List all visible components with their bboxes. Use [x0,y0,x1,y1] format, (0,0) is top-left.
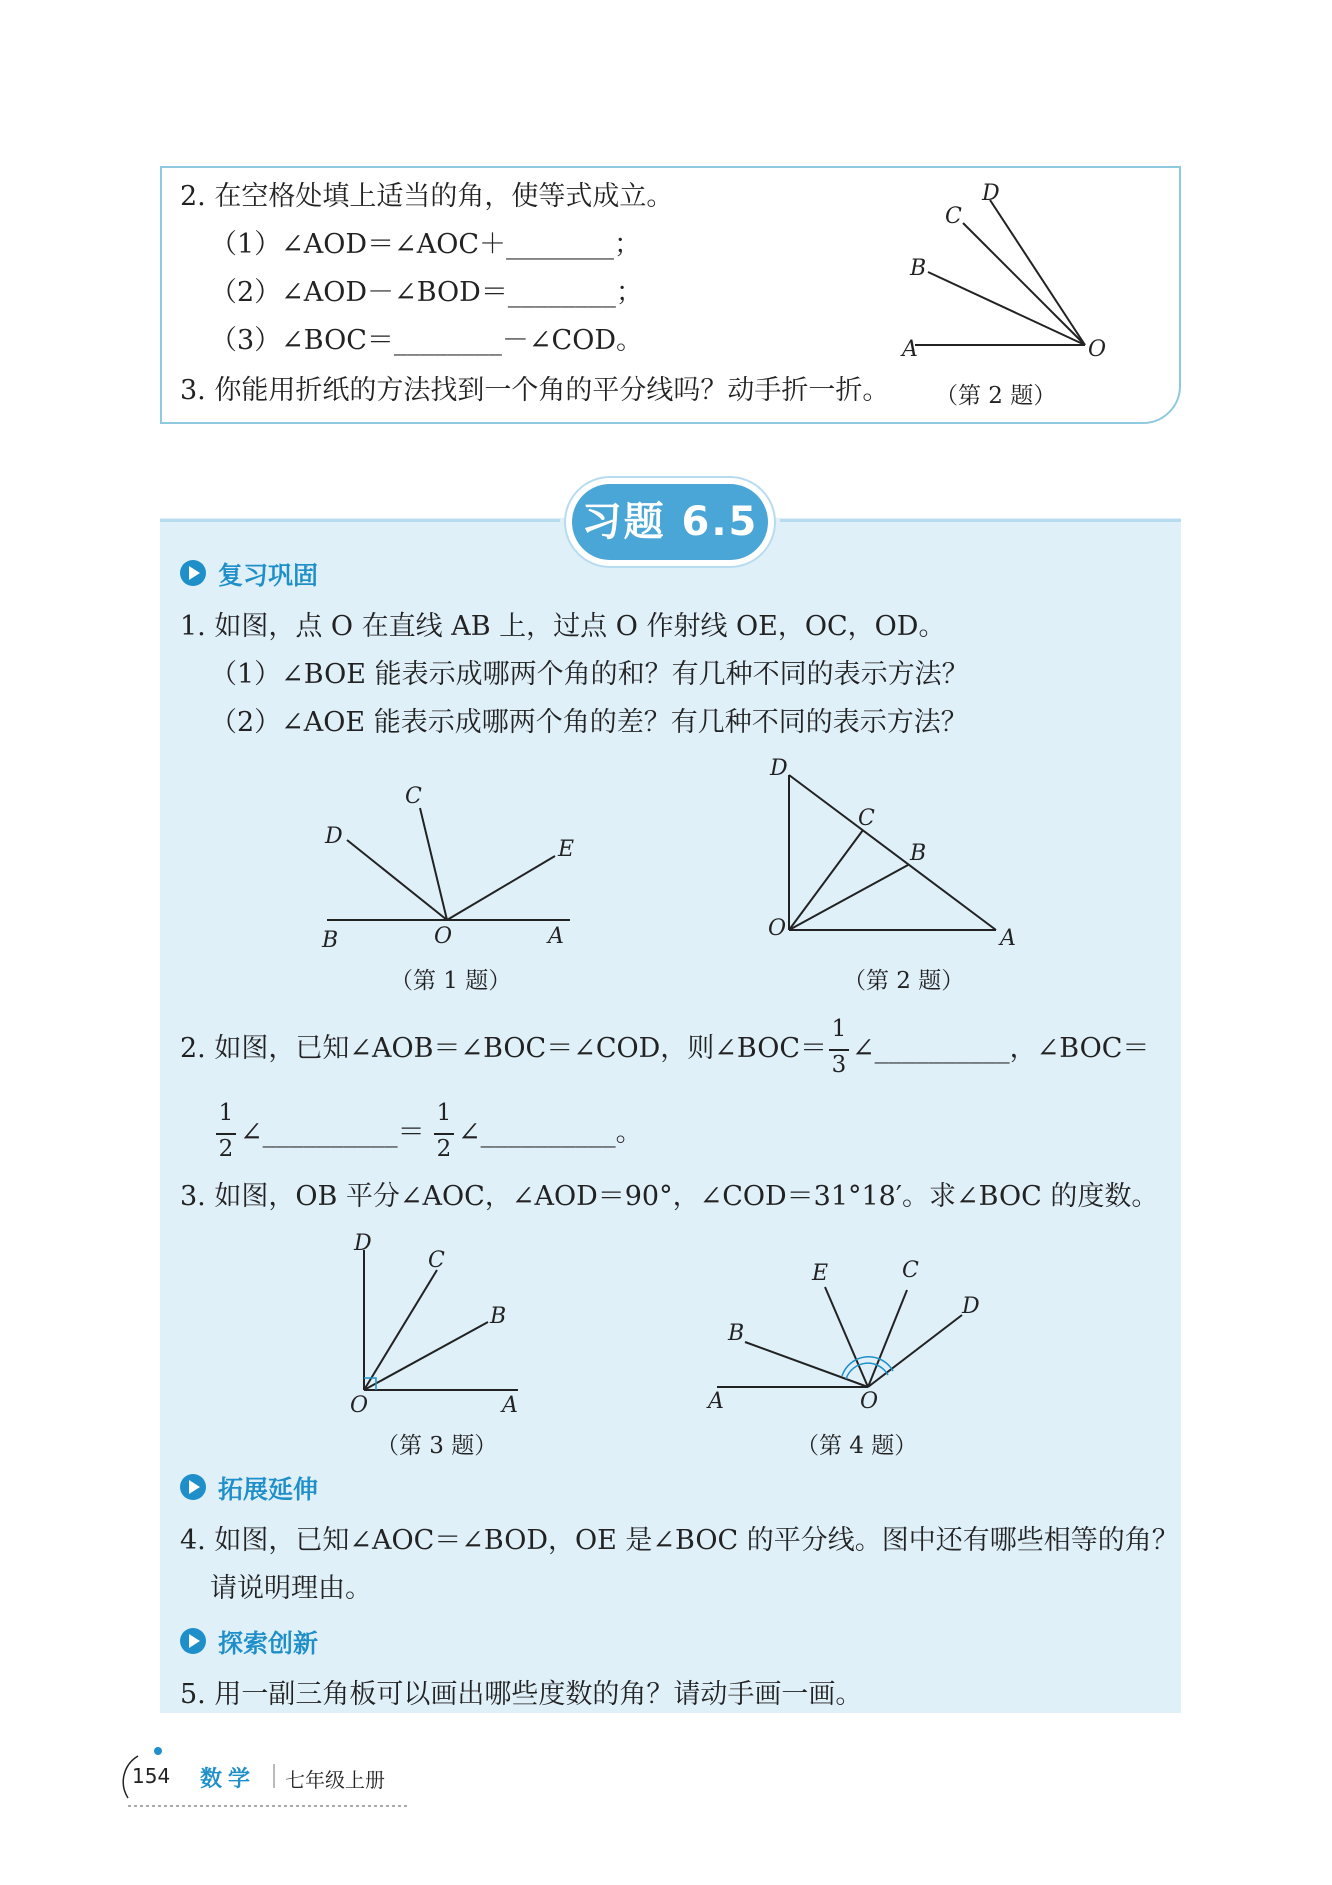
q3-fold: 3. 你能用折纸的方法找到一个角的平分线吗？动手折一折。 [180,375,890,406]
label-d: D [982,181,1000,206]
label-b: B [910,841,927,866]
exercise-badge-title: 习题 6.5 [581,499,759,545]
label-d: D [770,756,788,781]
label-d: D [325,824,343,849]
fig2-caption: （第 2 题） [843,968,965,994]
label-c: C [858,806,875,831]
label-b: B [322,928,339,953]
label-o: O [768,916,787,941]
ex-q4-line1: 4. 如图，已知∠AOC＝∠BOD，OE 是∠BOC 的平分线。图中还有哪些相等的角？ [180,1525,1179,1556]
figure-4 [700,1235,1010,1420]
label-b: B [728,1321,745,1346]
label-d: D [962,1294,980,1319]
figure-3 [340,1225,550,1425]
seg-da [789,775,996,930]
q2-part1: （1）∠AOD＝∠AOC＋________； [210,229,641,260]
seg-oc [789,830,863,930]
ex-q5: 5. 用一副三角板可以画出哪些度数的角？请动手画一画。 [180,1679,863,1710]
frac-half-num-1: 1 [218,1100,234,1126]
section-explore: 探索创新 [218,1629,319,1658]
label-o: O [434,924,453,949]
label-o: O [860,1389,879,1414]
fig4-caption: （第 4 题） [796,1433,918,1459]
frac-half-num-2: 1 [436,1100,452,1126]
label-c: C [902,1258,919,1283]
ex-q2-line2-a: ∠__________＝ [240,1117,425,1148]
label-c: C [945,204,962,229]
page-number: 154 [132,1764,171,1788]
label-a: A [902,337,918,362]
label-d: D [354,1231,372,1256]
frac-third-num: 1 [831,1016,847,1042]
label-b: B [490,1304,507,1329]
ray-oc [963,223,1085,345]
label-o: O [1088,337,1107,362]
label-o: O [350,1393,369,1418]
frac-half-den-2: 2 [436,1136,452,1162]
label-a: A [548,924,564,949]
label-e: E [812,1261,829,1286]
play-icon [180,1628,206,1654]
ray-oe [447,856,555,920]
header-rule-right [780,519,1181,522]
book-subtitle: 七年级上册 [285,1768,385,1792]
ray-ob [364,1322,488,1390]
label-a: A [1000,926,1016,950]
label-c: C [405,784,422,809]
ray-od [347,840,447,920]
section-review: 复习巩固 [218,561,319,590]
section-extend: 拓展延伸 [218,1475,319,1504]
ex-q1-part1: （1）∠BOE 能表示成哪两个角的和？有几种不同的表示方法？ [210,659,969,690]
label-b: B [910,256,927,281]
header-rule-left [160,519,560,522]
label-c: C [428,1248,445,1273]
top-angle-figure [890,175,1130,365]
ray-oc [364,1270,437,1390]
frac-third-bar [829,1049,849,1051]
play-icon [180,1474,206,1500]
figure-2 [760,750,1050,950]
frac-half-bar-1 [216,1133,236,1135]
fig1-caption: （第 1 题） [390,968,512,994]
top-figure-caption: （第 2 题） [935,383,1057,409]
ex-q3: 3. 如图，OB 平分∠AOC，∠AOD＝90°，∠COD＝31°18′。求∠BOC 的度数。 [180,1181,1159,1212]
fig3-caption: （第 3 题） [376,1433,498,1459]
frac-third-den: 3 [831,1052,847,1078]
q2-part3: （3）∠BOC＝________－∠COD。 [210,325,644,356]
ray-oe [825,1287,868,1387]
figure-1 [310,770,590,955]
ex-q1-title: 1. 如图，点 O 在直线 AB 上，过点 O 作射线 OE，OC，OD。 [180,611,946,642]
ex-q2-line1-a: 2. 如图，已知∠AOB＝∠BOC＝∠COD，则∠BOC＝ [180,1033,828,1064]
book-title: 数学 [200,1767,257,1792]
label-e: E [558,837,575,862]
q2-part2: （2）∠AOD－∠BOD＝________； [210,277,643,308]
ex-q1-part2: （2）∠AOE 能表示成哪两个角的差？有几种不同的表示方法？ [210,707,968,738]
frac-half-bar-2 [434,1133,454,1135]
play-icon [180,560,206,586]
frac-half-den-1: 2 [218,1136,234,1162]
label-a: A [708,1389,724,1414]
q2-title: 2. 在空格处填上适当的角，使等式成立。 [180,181,674,212]
ex-q2-line1-b: ∠__________，∠BOC＝ [852,1033,1150,1064]
ray-oc [420,808,447,920]
label-a: A [502,1393,518,1418]
ex-q4-line2: 请说明理由。 [210,1573,372,1604]
seg-ob [789,865,908,930]
ex-q2-line2-b: ∠__________。 [458,1117,643,1148]
